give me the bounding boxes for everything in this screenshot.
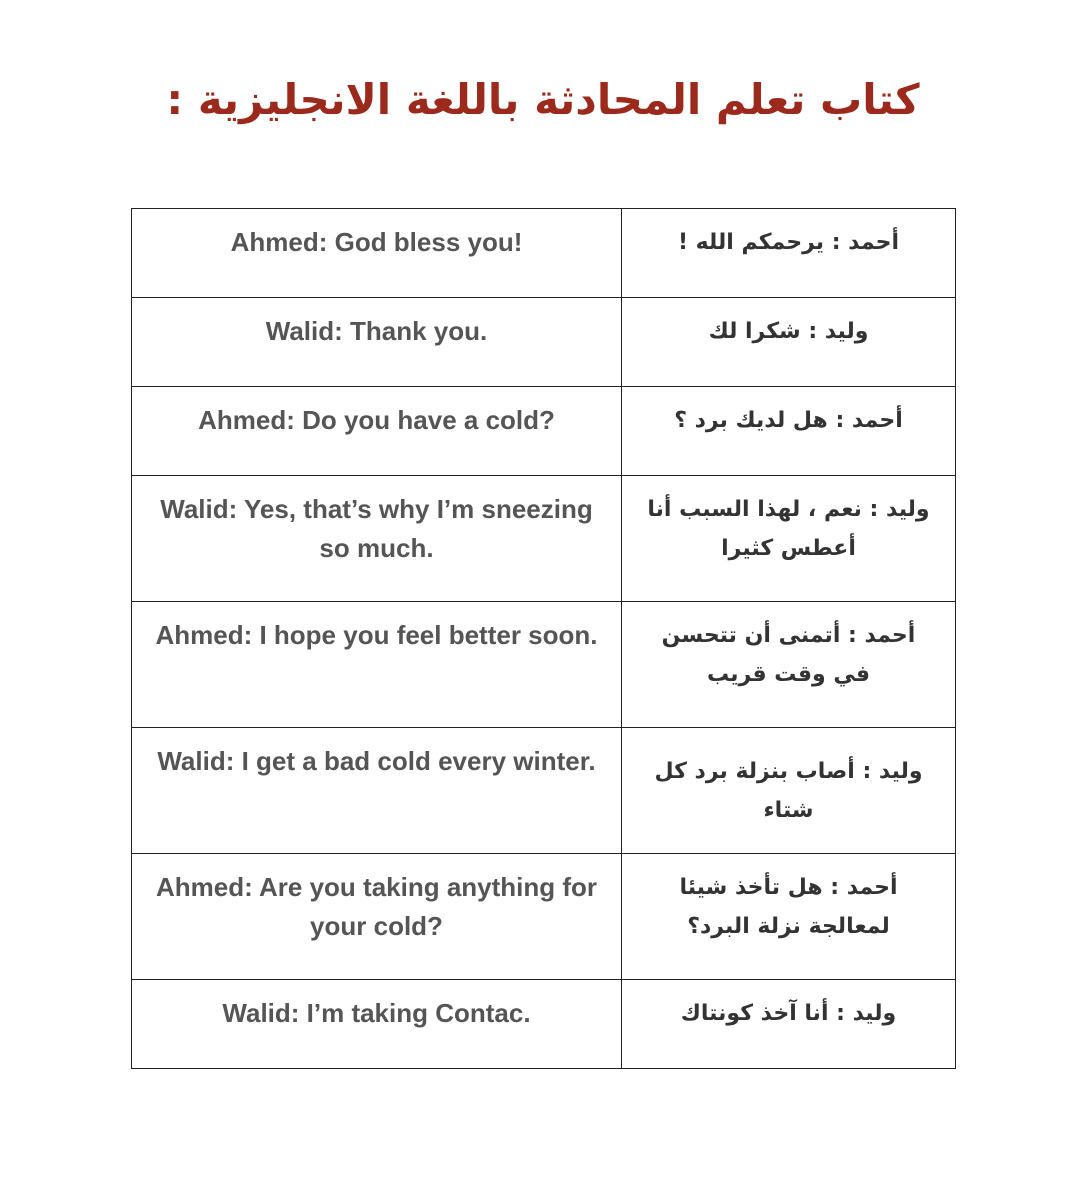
- table-row: [132, 854, 956, 980]
- arabic-line: أحمد : هل لديك برد ؟: [622, 387, 956, 476]
- arabic-line: وليد : أصاب بنزلة برد كل شتاء: [622, 728, 956, 854]
- table-row: [132, 387, 956, 476]
- table-row: [132, 980, 956, 1069]
- table-row: [132, 209, 956, 298]
- arabic-line: وليد : شكرا لك: [622, 298, 956, 387]
- table-row: [132, 298, 956, 387]
- english-line: Ahmed: God bless you!: [132, 209, 622, 298]
- arabic-line: وليد : نعم ، لهذا السبب أنا أعطس كثيرا: [622, 476, 956, 602]
- english-line: Walid: Thank you.: [132, 298, 622, 387]
- table-row: [132, 602, 956, 728]
- english-line: Walid: Yes, that’s why I’m sneezing so much.: [132, 476, 622, 602]
- arabic-line: أحمد : يرحمكم الله !: [622, 209, 956, 298]
- conversation-table: [131, 208, 956, 1069]
- table-row: [132, 476, 956, 602]
- english-line: Ahmed: Are you taking anything for your cold?: [132, 854, 622, 980]
- english-line: Ahmed: Do you have a cold?: [132, 387, 622, 476]
- english-line: Ahmed: I hope you feel better soon.: [132, 602, 622, 728]
- arabic-line: أحمد : هل تأخذ شيئا لمعالجة نزلة البرد؟: [622, 854, 956, 980]
- table-row: [132, 728, 956, 854]
- english-line: Walid: I’m taking Contac.: [132, 980, 622, 1069]
- english-line: Walid: I get a bad cold every winter.: [132, 728, 622, 854]
- arabic-line: أحمد : أتمنى أن تتحسن في وقت قريب: [622, 602, 956, 728]
- arabic-line: وليد : أنا آخذ كونتاك: [622, 980, 956, 1069]
- page-title: كتاب تعلم المحادثة باللغة الانجليزية :: [166, 75, 920, 124]
